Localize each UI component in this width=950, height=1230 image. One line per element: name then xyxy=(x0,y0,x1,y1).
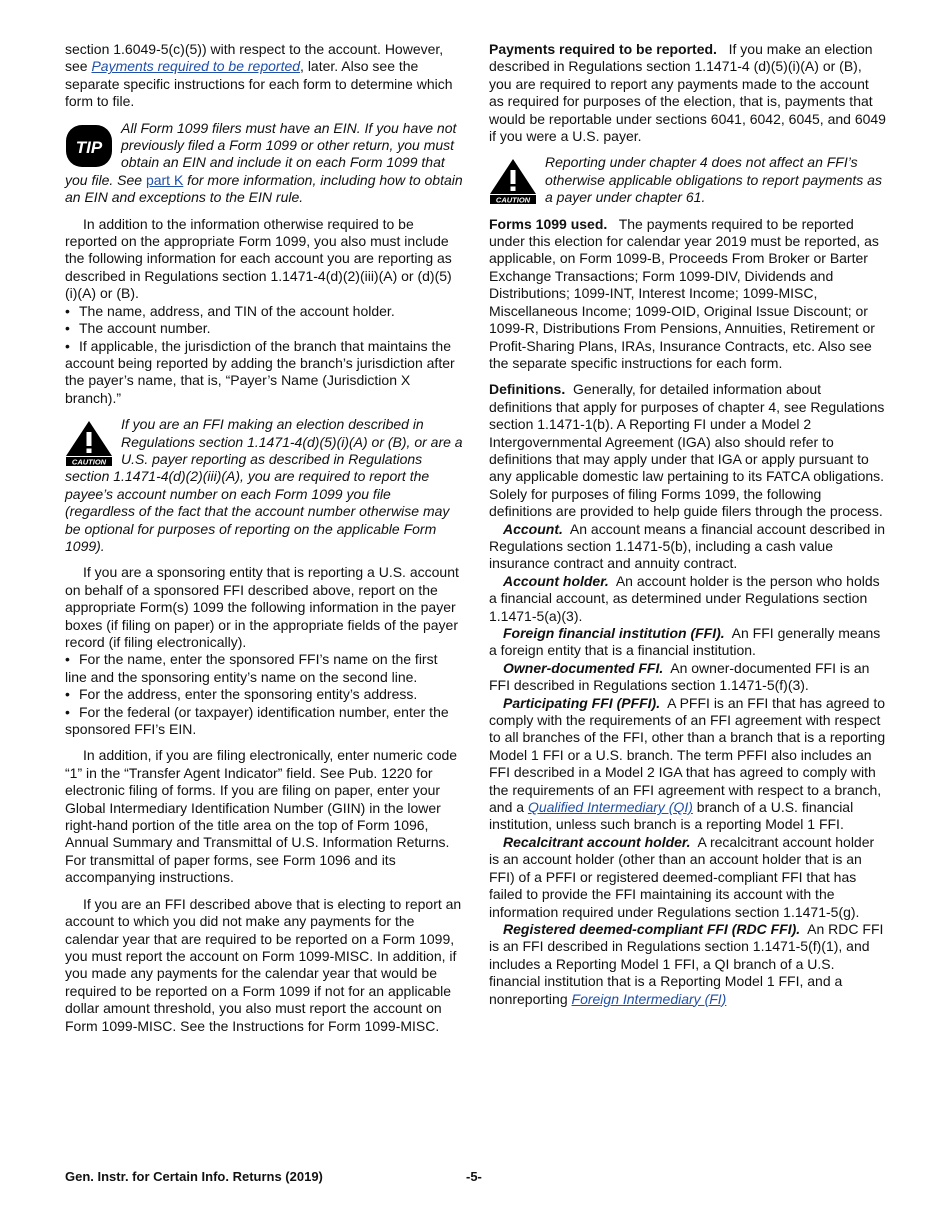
definition-account-holder: Account holder. An account holder is the person who holds a financial account, as determined under Regulations section 1.1471-5(a)(3). xyxy=(489,572,880,624)
left-column xyxy=(65,41,463,1035)
tip-note: TIP All Form 1099 filers must have an EIN. If you have not previously filed a Form 1099 or other return, you must obtain an EIN and include it on each Form 1099 that you file. See part K for more information, including how to obtain an EIN and exceptions to the EIN rule. xyxy=(65,119,463,206)
caution-icon xyxy=(65,420,113,466)
section-payments-required: Payments required to be reported. If you make an election described in Regulations section 1.1471-4 (d)(5)(i)(A) or (B), you are required to report any payments made to the account as required for purposes of the election, that is, payments that would be reportable under sections 6041, 6042, 6045, and 6049 if you were a U.S. payer. xyxy=(489,41,886,145)
paragraph-ffi-electing: If you are an FFI described above that is electing to report an account to which you did not make any payments for the calendar year that are required to be reported on a Form 1099, you must report the account on Form 1099-MISC. In addition, if you made any payments for the calendar year that would be required to be reported on a Form 1099 if not for an applicable dollar amount threshold, you also must report the account on Form 1099-MISC. See the Instructions for Form 1099-MISC. xyxy=(65,895,462,1034)
footer-title: Gen. Instr. for Certain Info. Returns (2019) xyxy=(65,1169,323,1184)
definition-recalcitrant-holder: Recalcitrant account holder. A recalcitrant account holder is an account holder (other than an account holder that is an FFI) of a PFFI or registered deemed-compliant FFI that has failed to provide the FFI maintaining its account with the information required under Regulations section 1.1471-5(g). xyxy=(489,833,875,920)
section-definitions: Definitions. Generally, for detailed information about definitions that apply for purposes of chapter 4, see Regulations section 1.1471-1(b). A Reporting FI under a Model 2 Intergovernmental Agreement (IGA) also should refer to definitions that may apply under that IGA or apply pursuant to any applicable domestic law pertaining to its FATCA obligations. Solely for purposes of filing Forms 1099, the following definitions are provided to help guide filers through the process. xyxy=(489,381,885,520)
page-number: -5- xyxy=(466,1169,482,1184)
section-forms-used: Forms 1099 used. The payments required to be reported under this election for calendar year 2019 must be reported, as applicable, on Form 1099-B, Proceeds From Broker or Barter Exchange Transactions; Form 1099-DIV, Dividends and Distributions; 1099-INT, Interest Income; 1099-MISC, Miscellaneous Income; 1099-OID, Original Issue Discount; or 1099-R, Distributions From Pensions, Annuities, Retirement or Profit-Sharing Plans, IRAs, Insurance Contracts, etc. Also see the separate specific instructions for each form. xyxy=(489,215,879,371)
paragraph-additional-info: In addition to the information otherwise required to be reported on the appropriate Form 1099, you also must include the following information for each account you are reporting as described in Regulations section 1.1471-4(d)(2)(iii)(A) or (d)(5)(i)(A) or (B). xyxy=(65,215,452,302)
caution-note: CAUTION If you are an FFI making an election described in Regulations section 1.1471-4(d)(5)(i)(A) or (B), or are a U.S. payer reporting as described in Regulations section 1.1471-4(d)(2)(iii)(A), you are required to report the payee’s account number on each Form 1099 you file (regardless of the fact that the account number otherwise may be optional for purposes of reporting on the applicable Form 1099). xyxy=(65,416,463,554)
svg-text:TIP: TIP xyxy=(75,137,103,157)
section-heading: Payments required to be reported. xyxy=(489,41,717,57)
paragraph-sponsoring-entity: If you are a sponsoring entity that is reporting a U.S. account on behalf of a sponsored FFI described above, report on the appropriate Form(s) 1099 the following information in the payer boxes (if filing on paper) or in the appropriate fields of the payer record (if filing electronically). xyxy=(65,564,459,650)
caution-icon xyxy=(489,158,537,204)
list-item: • For the name, enter the sponsored FFI’s name on the first line and the sponsoring entity’s name on the second line. xyxy=(65,651,463,686)
svg-text:CAUTION: CAUTION xyxy=(71,457,107,467)
definition-ffi: Foreign financial institution (FFI). An FFI generally means a foreign entity that is a financial institution. xyxy=(489,625,881,659)
definition-rdc-ffi: Registered deemed-compliant FFI (RDC FFI). An RDC FFI is an FFI described in Regulations section 1.1471-5(f)(1), and includes a Reporting Model 1 FFI, a QI branch of a U.S. financial institution that is a Reporting Model 1 FFI, and a nonreporting Foreign Intermediary (FI) xyxy=(489,920,884,1007)
list-item: • If applicable, the jurisdiction of the branch that maintains the account being reported by adding the branch’s jurisdiction after the payer’s name, that is, “Payer’s Name (Jurisdiction X branch).” xyxy=(65,338,463,408)
list-item: • The account number. xyxy=(65,320,463,337)
definition-owner-documented-ffi: Owner-documented FFI. An owner-documented FFI is an FFI described in Regulations section 1.1471-5(f)(3). xyxy=(489,659,870,694)
definition-account: Account. An account means a financial account described in Regulations section 1.1471-5(b), including a cash value insurance contract and annuity contract. xyxy=(489,520,886,572)
link-foreign-intermediary[interactable]: Foreign Intermediary (FI) xyxy=(571,990,727,1007)
svg-text:CAUTION: CAUTION xyxy=(495,195,531,205)
list-item: • The name, address, and TIN of the account holder. xyxy=(65,303,463,320)
paragraph-section-reference: section 1.6049-5(c)(5)) with respect to the account. However, see Payments required to be reported, later. Also see the separate specific instructions for each form to determine which form to file. xyxy=(65,41,453,110)
section-heading: Forms 1099 used. xyxy=(489,215,608,232)
caution-note: CAUTION Reporting under chapter 4 does not affect an FFI’s otherwise applicable obligations to report payments as a payer under chapter 61. xyxy=(489,154,887,206)
list-item: • For the federal (or taxpayer) identification number, enter the sponsored FFI’s EIN. xyxy=(65,704,463,739)
list-item: • For the address, enter the sponsoring entity’s address. xyxy=(65,686,463,703)
right-column xyxy=(489,41,887,1008)
section-heading: Definitions. xyxy=(489,381,566,398)
definition-pffi: Participating FFI (PFFI). A PFFI is an FFI that has agreed to comply with the requirements of an FFI agreement with respect to all branches of the FFI, other than a branch that is a reporting Model 1 FFI or a U.S. branch. The term PFFI also includes an FFI described in a Model 2 IGA that has agreed to comply with the requirements of an FFI agreement with respect to a branch, and a Qualified Intermediary (QI) branch of a U.S. financial institution, unless such branch is a reporting Model 1 FFI. xyxy=(489,694,886,833)
paragraph-electronic-filing: In addition, if you are filing electronically, enter numeric code “1” in the “Transfer Agent Indicator” field. See Pub. 1220 for electronic filing of forms. If you are filing on paper, enter your Global Intermediary Identification Number (GIIN) in the lower right-hand portion of the title area on the top of Form 1096, Annual Summary and Transmittal of U.S. Information Returns. For transmittal of paper forms, see Form 1096 and its accompanying instructions. xyxy=(65,747,458,886)
tip-icon xyxy=(65,124,113,168)
link-part-k[interactable]: part K xyxy=(145,171,184,188)
link-qualified-intermediary[interactable]: Qualified Intermediary (QI) xyxy=(527,799,693,816)
link-payments-required[interactable]: Payments required to be reported xyxy=(91,58,301,75)
